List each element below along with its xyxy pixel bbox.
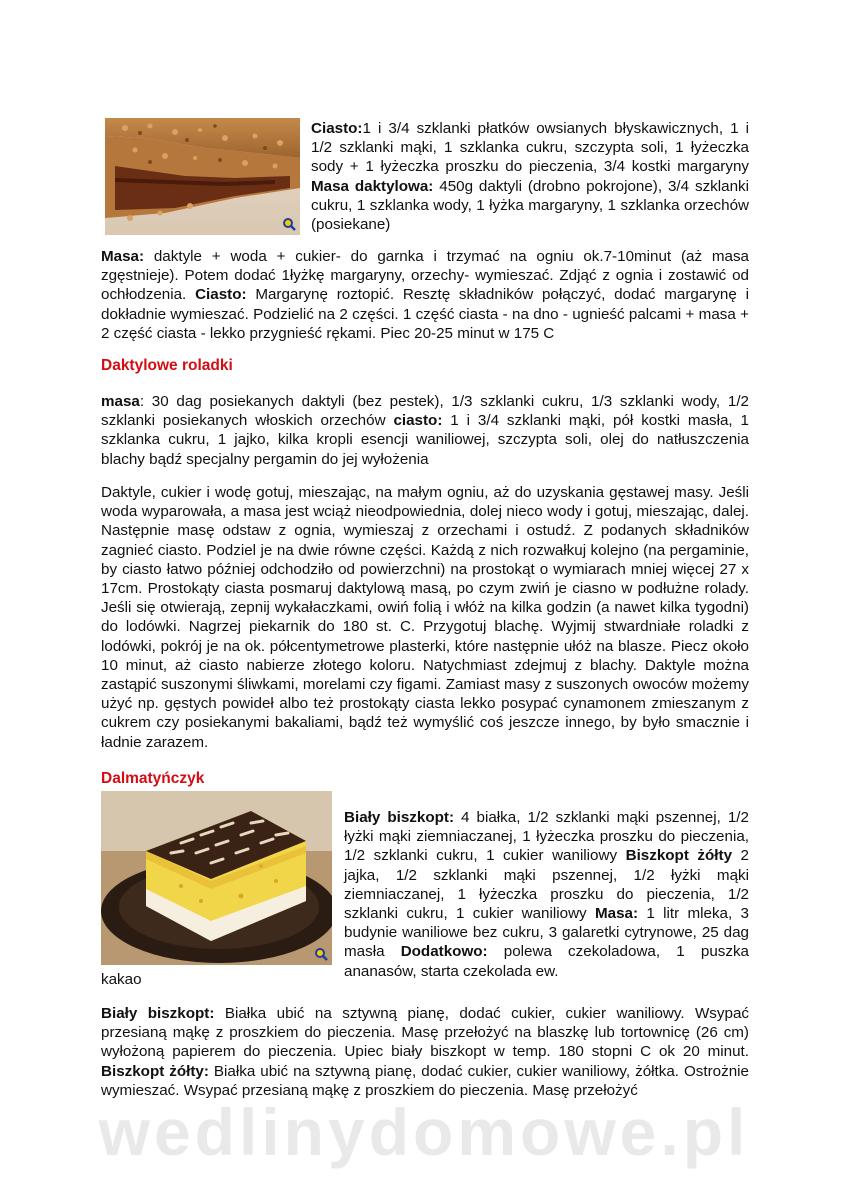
watermark: wedlinydomowe.pl: [98, 1095, 750, 1169]
ciasto-label: Ciasto:: [311, 120, 363, 137]
magnifier-icon[interactable]: [282, 217, 296, 231]
daktylowe-roladki-heading: Daktylowe roladki: [101, 357, 233, 374]
ciasto-label-2: Ciasto:: [195, 286, 247, 304]
magnifier-icon[interactable]: [314, 947, 328, 961]
dalmatynczyk-cake-photo: [101, 791, 332, 965]
recipe2-method: Daktyle, cukier i wodę gotuj, mieszając, na małym ogniu, aż do uzyskania gęstawej masy. Jeśli woda wyparowała, a masa jest wciąż nieodpowiednia, dolej nieco wody i gotuj, mieszając, dalej. Następnie masę odstaw z ognia, wymieszaj z orzechami i ostudź. Z podanych składników zagnieć ciasto. Podziel je na dwie równe części. Każdą z nich rozwałkuj kolejno (na pergaminie, by ciasto łatwo później odchodziło od powierzchni) na prostokąt o wymiarach mniej więcej 27 x 17cm. Prostokąty ciasta posmaruj daktylową masą, po czym zwiń je ciasno w podłużne rolady. Jeśli się otwierają, zepnij wykałaczkami, owiń folią i włóż na kilka godzin (a nawet kilka tygodni) do lodówki. Nagrzej piekarnik do 180 st. C. Przygotuj blachę. Wyjmij stwardniałe roladki z lodówki, pokrój je na ok. półcentymetrowe plasterki, które następnie ułóż na blasze. Piecz około 10 minut, aż ciasto nabierze złotego koloru. Natychmiast zdejmuj z blachy. Daktyle można zastąpić suszonymi śliwkami, morelami czy figami. Zamiast masy z suszonych owoców możemy użyć np. gęstych powideł albo też prostokąty ciasta lekko posypać cynamonem zmieszanym z cukrem czy posiekanymi bakaliami, bądź też wymyślić coś jeszcze innego, by było smacznie i ładnie zarazem.: [101, 484, 749, 751]
oat-date-bars-photo: [105, 118, 300, 235]
recipe3-ingredients: Biały biszkopt: 4 białka, 1/2 szklanki mąki pszennej, 1/2 łyżki mąki ziemniaczanej, 1 łyżeczka proszku do pieczenia, 1/2 szklanki cukru, 1 cukier waniliowy Biszkopt żółty 2 jajka, 1/2 szklanki mąki pszennej, 1/2 łyżki mąki ziemniaczanej, 1 łyżeczka proszku do pieczenia, 1/2 szklanki cukru, 1 cukier waniliowy Masa: 1 litr mleka, 3 budynie waniliowe bez cukru, 3 galaretki cytrynowe, 25 dag masła Dodatkowo: polewa czekoladowa, 1 puszka ananasów, starta czekolada ew.: [344, 809, 750, 980]
recipe1-ingredients: Ciasto:1 i 3/4 szklanki płatków owsianych błyskawicznych, 1 i 1/2 szklanki mąki, 1 szklanka cukru, szczypta soli, 1 łyżeczka sody + 1 łyżeczka proszku do pieczenia, 3/4 kostki margaryny Masa daktylowa: 450g daktyli (drobno pokrojone), 3/4 szklanki cukru, 1 szklanka wody, 1 łyżka margaryny, 1 szklanka orzechów (posiekane): [311, 120, 749, 234]
recipe1-instructions: Masa: daktyle + woda + cukier- do garnka i trzymać na ogniu ok.7-10minut (aż masa zgęstnieje). Potem dodać 1łyżkę margaryny, orzechy- wymieszać. Zdjąć z ognia i zostawić od ochłodzenia. Ciasto: Margarynę roztopić. Resztę składników połączyć, dodać margarynę i dokładnie wymieszać. Podzielić na 2 części. 1 część ciasta - na dno - ugnieść palcami + masa + 2 część ciasta - lekko przygnieść rękami. Piec 20-25 minut w 175 C: [101, 248, 749, 342]
dalmatynczyk-heading: Dalmatyńczyk: [101, 770, 205, 787]
masa-label: Masa:: [101, 248, 145, 265]
recipe3-ingredients-tail: kakao: [101, 971, 142, 988]
recipe3-method: Biały biszkopt: Białka ubić na sztywną pianę, dodać cukier, cukier waniliowy. Wsypać przesianą mąkę z proszkiem do pieczenia. Masę przełożyć na blaszkę lub tortownicę (26 cm) wyłożoną papierem do pieczenia. Upiec biały biszkopt w temp. 180 stopni C ok 20 minut. Biszkopt żółty: Białka ubić na sztywną pianę, dodać cukier, cukier waniliowy, żółtka. Ostrożnie wymieszać. Wsypać przesianą mąkę z proszkiem do pieczenia. Masę przełożyć: [101, 1005, 749, 1099]
recipe2-ingredients: masa: 30 dag posiekanych daktyli (bez pestek), 1/3 szklanki cukru, 1/3 szklanki wody, 1/2 szklanki posiekanych włoskich orzechów ciasto: 1 i 3/4 szklanki mąki, pół kostki masła, 1 szklanka cukru, 1 jajko, kilka kropli esencji waniliowej, szczypta soli, olej do natłuszczenia blachy bądź specjalny pergamin do jej wyłożenia: [101, 393, 749, 468]
masa-daktylowa-label: Masa daktylowa:: [311, 177, 434, 195]
